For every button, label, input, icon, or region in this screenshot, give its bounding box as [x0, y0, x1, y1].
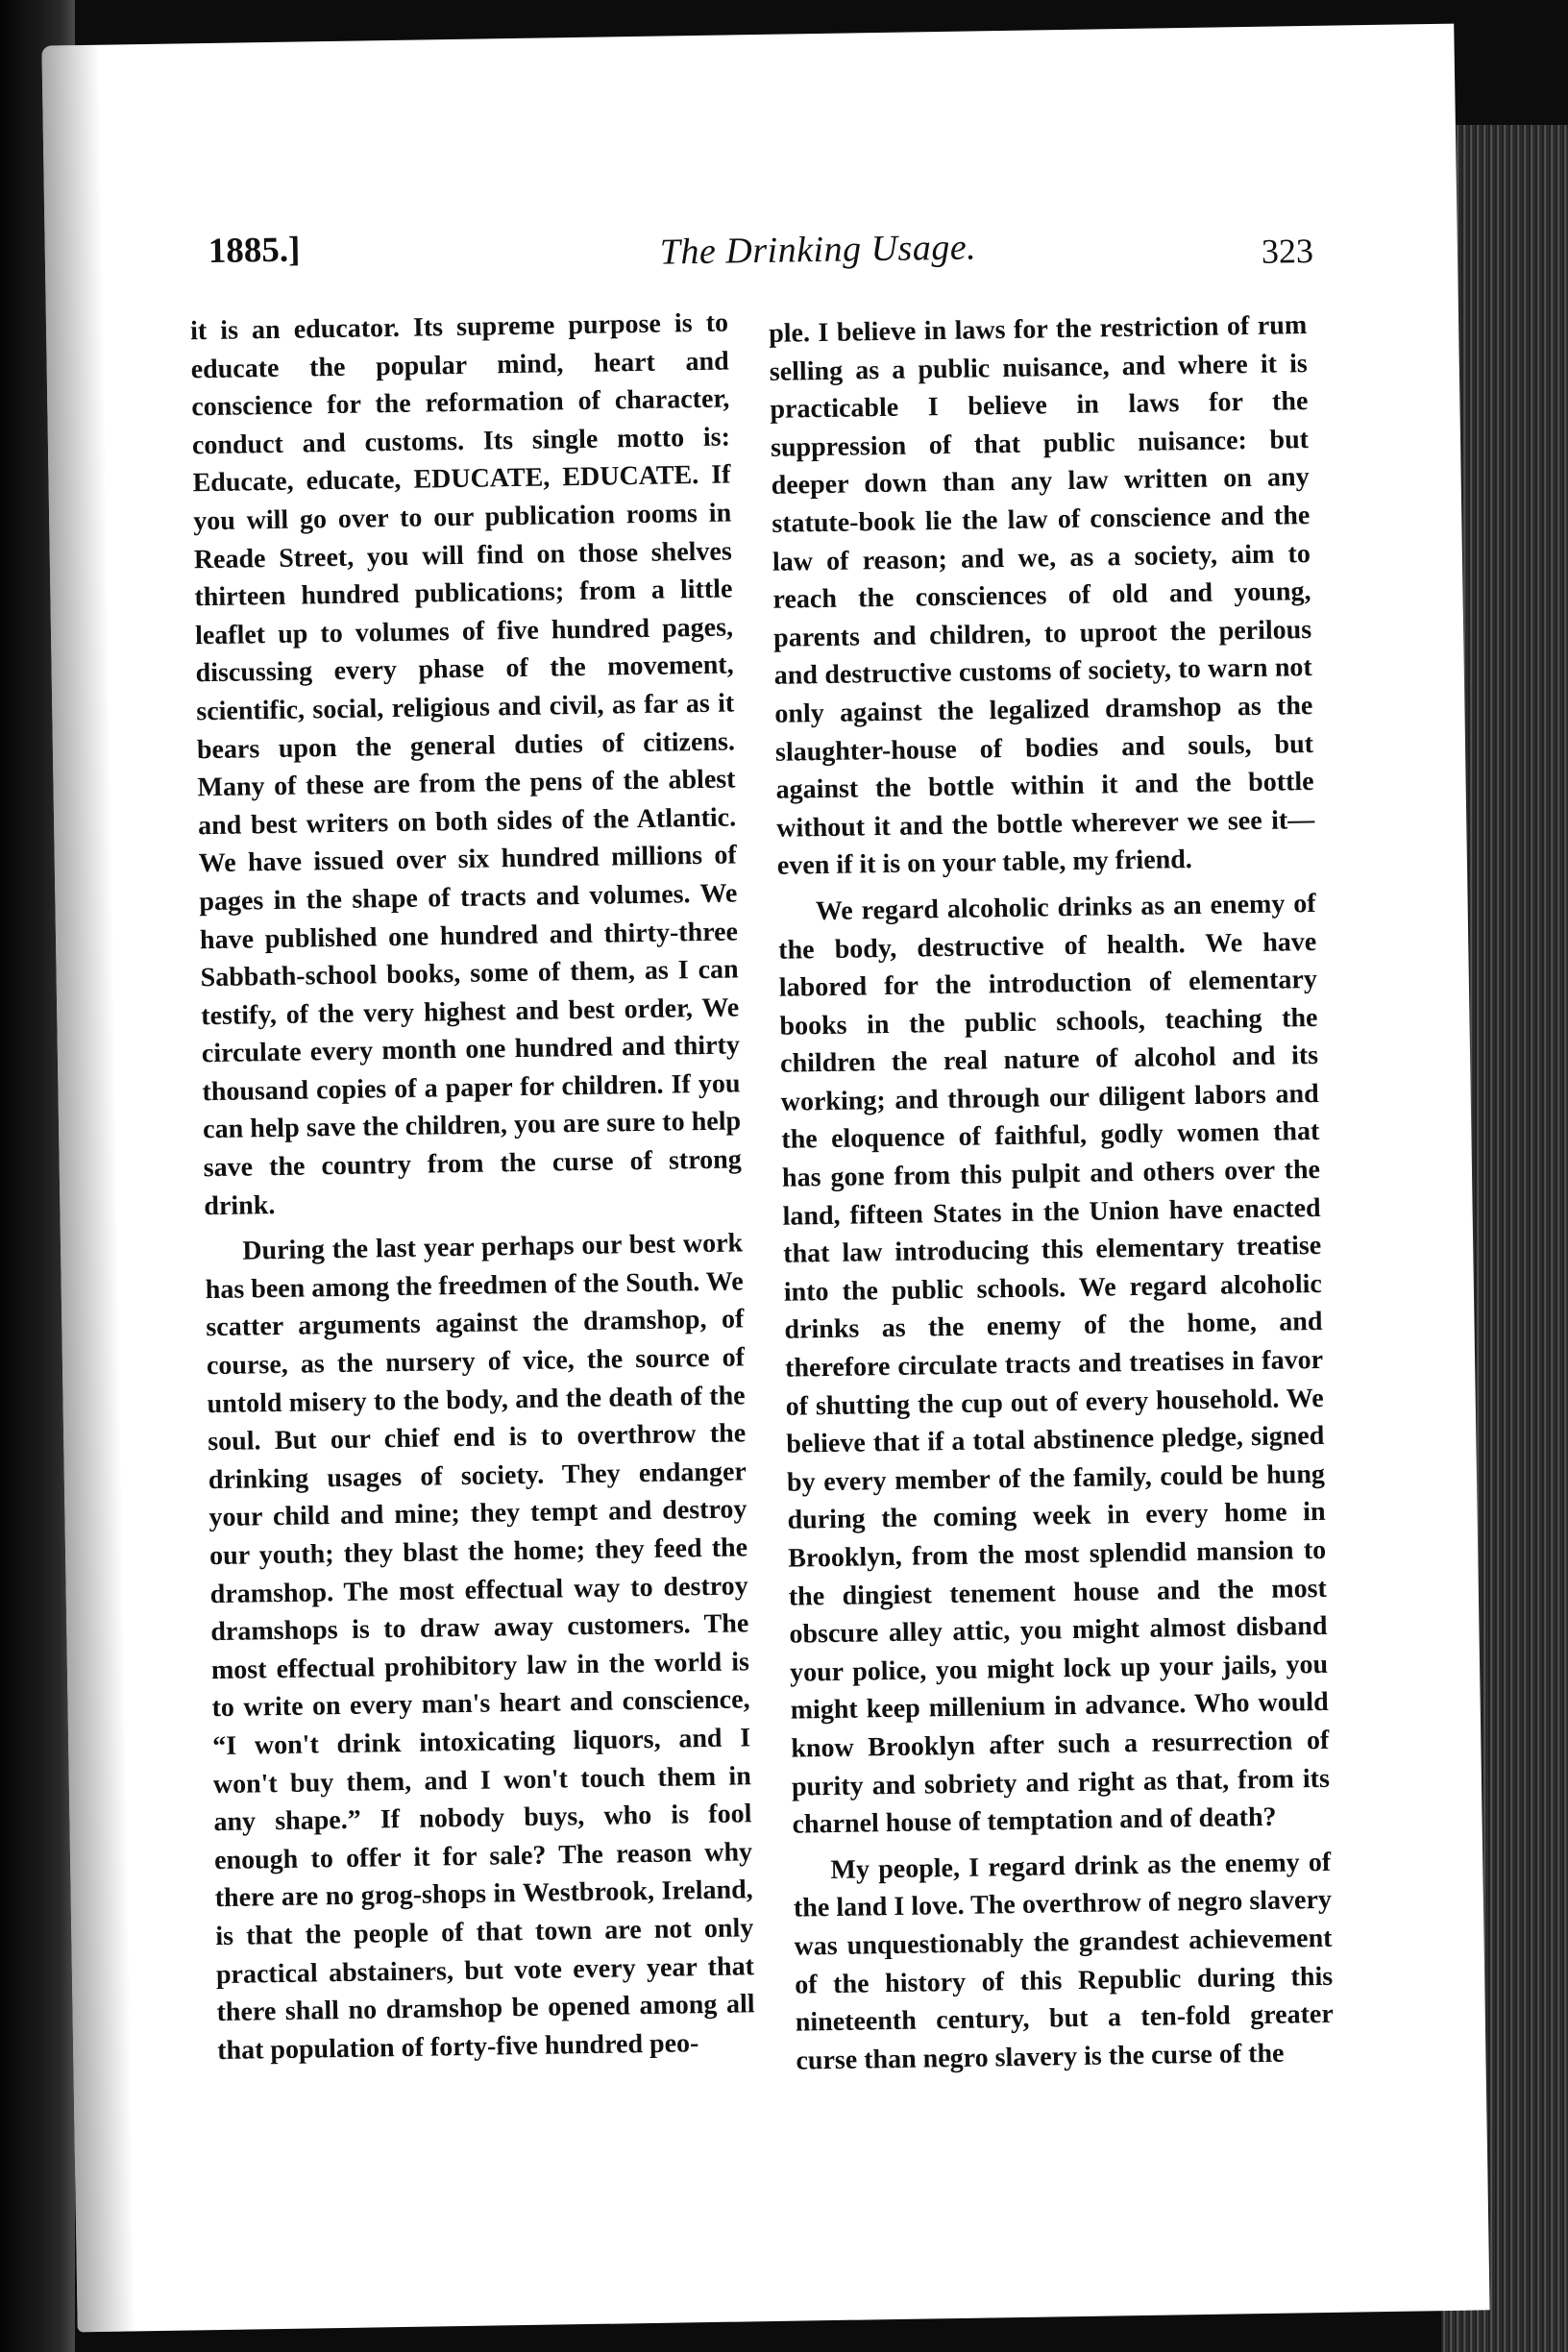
paragraph: We regard alcoholic drinks as an enemy of the body, destructive of health. We have labored for the introduction of elementary books in the public schools, teaching the children the real nature of alcohol and its working; and through our diligent labors and the eloquence of faithful, godly women that has gone from this pulpit and others over the land, fifteen States in the Union have enacted that law introducing this elementary treatise into the public schools. We regard alcoholic drinks as the enemy of the home, and therefore circulate tracts and treatises in favor of shutting the cup out of every household. We believe that if a total abstinence pledge, signed by every member of the family, could be hung during the coming week in every home in Brooklyn, from the most splendid mansion to the dingiest tenement house and the most obscure alley attic, you might almost disband your police, you might lock up your jails, you might keep millenium in advance. Who would know Brooklyn after such a resurrection of purity and sobriety and right as that, from its charnel house of temptation and of death?	[778, 888, 1331, 1840]
paragraph: My people, I regard drink as the enemy of the land I love. The overthrow of negro slavery was unquestionably the grandest achievement of the history of this Republic during this nineteenth century, but a ten-fold greater curse than negro slavery is the curse of the	[793, 1847, 1334, 2076]
text-column-left	[190, 305, 756, 2070]
text-column-right	[769, 306, 1335, 2080]
paragraph: it is an educator. Its supreme purpose is to educate the popular mind, heart and conscience for the reformation of character, conduct and customs. Its single motto is: Educate, educate, EDUCATE, EDUCATE. If you will go over to our publication rooms in Reade Street, you will find on those shelves thirteen hundred publications; from a little leaflet up to volumes of five hundred pages, discussing every phase of the movement, scientific, social, religious and civil, as far as it bears upon the general duties of citizens. Many of these are from the pens of the ablest and best writers on both sides of the Atlantic. We have issued over six hundred millions of pages in the shape of tracts and volumes. We have published one hundred and thirty-three Sabbath-school books, some of them, as I can testify, of the very highest and best order, We circulate every month one hundred and thirty thousand copies of a paper for children. If you can help save the children, you are sure to help save the country from the curse of strong drink.	[189, 307, 742, 1221]
running-title: The Drinking Usage.	[659, 227, 977, 273]
header-year: 1885.]	[208, 230, 301, 271]
paragraph: During the last year perhaps our best work has been among the freedmen of the South. We scatter arguments against the dramshop, of course, as the nursery of vice, the source of untold misery to the body, and the death of the soul. But our chief end is to overthrow the drinking usages of society. They endanger your child and mine; they tempt and destroy our youth; they blast the home; they feed the dramshop. The most effectual way to destroy dramshops is to draw away customers. The most effectual prohibitory law in the world is to write on every man's heart and conscience, “I won't drink intoxicating liquors, and I won't buy them, and I won't touch them in any shape.” If nobody buys, who is fool enough to offer it for sale? The reason why there are no grog-shops in Westbrook, Ireland, is that the people of that town are not only practical abstainers, but vote every year that there shall no dramshop be opened among all that population of forty-five hundred peo-	[205, 1228, 755, 2066]
running-header	[208, 213, 1313, 288]
page-number: 323	[1261, 231, 1314, 271]
paragraph: ple. I believe in laws for the restriction of rum selling as a public nuisance, and where it is practicable I believe in laws for the suppression of that public nuisance: but deeper down than any law written on any statute-book lie the law of conscience and the law of reason; and we, as a society, aim to reach the consciences of old and young, parents and children, to uproot the perilous and destructive customs of society, to warn not only against the legalized dramshop as the slaughter-house of bodies and souls, but against the bottle within it and the bottle without it and the bottle wherever we see it—even if it is on your table, my friend.	[768, 310, 1315, 882]
book-page	[41, 24, 1489, 2333]
